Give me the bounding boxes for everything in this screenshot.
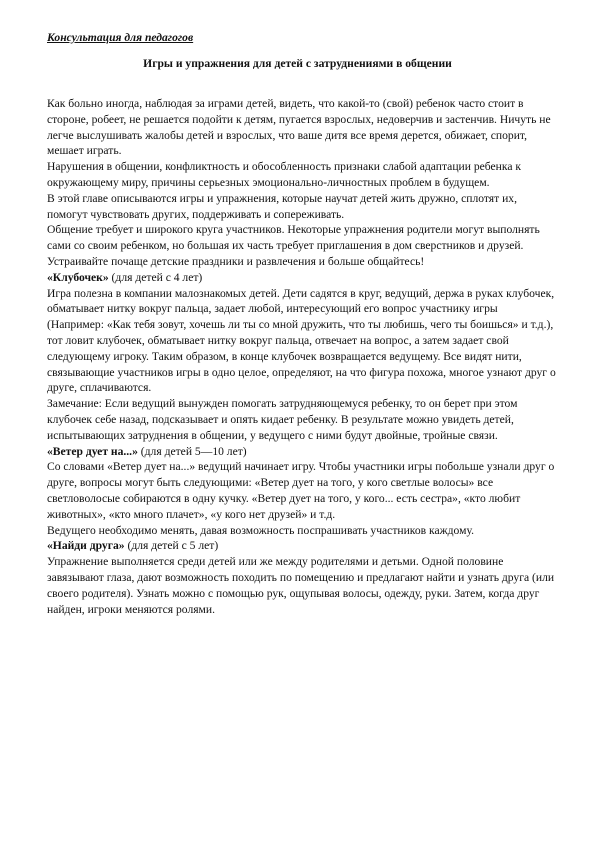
game-heading bbox=[47, 270, 557, 286]
game-age: (для детей 5—10 лет) bbox=[137, 444, 247, 458]
game-note: Замечание: Если ведущий вынужден помогать затрудняющемуся ребенку, то он берет при этом клубочек себе назад, подсказывает и опять кидает ребенку. В результате можно увидеть детей, испытывающих затруднения в общении, у ведущего с ними будут двойные, тройные связи. bbox=[47, 397, 518, 442]
game-paragraph: Ведущего необходимо менять, давая возможность поспрашивать участников каждому. bbox=[47, 523, 474, 537]
intro-paragraph: Нарушения в общении, конфликтность и обособленность признаки слабой адаптации ребенка к окружающему миру, причины серьезных эмоционально-личностных проблем в будущем. bbox=[47, 160, 522, 189]
document-body bbox=[47, 96, 557, 617]
game-paragraph: Игра полезна в компании малознакомых детей. Дети садятся в круг, ведущий, держа в руках клубочек, обматывает нитку вокруг пальца, задает любой, интересующий его вопрос участнику игры (Например: «Как тебя зовут, хочешь ли ты со мной дружить, что ты любишь, чего ты боишься» и т.д.), тот ловит клубочек, обматывает нитку вокруг пальца, отвечает на вопрос, а затем задает свой следующему игроку. Таким образом, в конце клубочек возвращается ведущему. Все видят нити, связывающие участников игры в одно целое, определяют, на что фигура похожа, многое узнают друг о друге, сплачиваются. bbox=[47, 286, 556, 395]
game-age: (для детей с 5 лет) bbox=[124, 539, 219, 553]
game-name: «Ветер дует на...» bbox=[47, 444, 138, 458]
game-name: «Клубочек» bbox=[47, 270, 109, 284]
intro-paragraph: В этой главе описываются игры и упражнения, которые научат детей жить дружно, сплотят их, помогут чувствовать других, поддерживать и сопереживать. bbox=[47, 191, 518, 221]
game-heading bbox=[47, 538, 557, 554]
intro-paragraph: Как больно иногда, наблюдая за играми детей, видеть, что какой-то (свой) ребенок часто стоит в стороне, робеет, не решается подойти к детям, пугается взрослых, недоверчив и застенчив. Ничуть не легче выслушивать жалобы детей и взрослых, что ваше дитя все время дерется, обижает, спорит, мешает играть. bbox=[47, 97, 551, 158]
document-header: Консультация для педагогов bbox=[47, 31, 194, 44]
game-heading bbox=[47, 444, 557, 460]
document-title: Игры и упражнения для детей с затруднениями в общении bbox=[143, 57, 452, 70]
game-paragraph: Упражнение выполняется среди детей или же между родителями и детьми. Одной половине завязывают глаза, дают возможность походить по помещению и предлагают найти и узнать друга (или своего родителя). Узнать можно с помощью рук, ощупывая волосы, одежду, руки. Затем, когда друг найден, игроки меняются ролями. bbox=[47, 555, 555, 616]
game-age: (для детей с 4 лет) bbox=[108, 270, 203, 284]
game-name: «Найди друга» bbox=[47, 539, 125, 553]
game-paragraph: Со словами «Ветер дует на...» ведущий начинает игру. Чтобы участники игры побольше узнали друг о друге, вопросы могут быть следующими: «Ветер дует на того, у кого светлые волосы» все светловолосые собираются в одну кучку. «Ветер дует на того, у кого... есть сестра», «кто любит животных», «кто много плачет», «у кого нет друзей» и т.д. bbox=[47, 460, 555, 521]
intro-paragraph: Общение требует и широкого круга участников. Некоторые упражнения родители могут выполнять сами со своим ребенком, но большая их часть требует приглашения в дом сверстников и друзей. Устраивайте почаще детские праздники и развлечения и больше общайтесь! bbox=[47, 223, 540, 268]
